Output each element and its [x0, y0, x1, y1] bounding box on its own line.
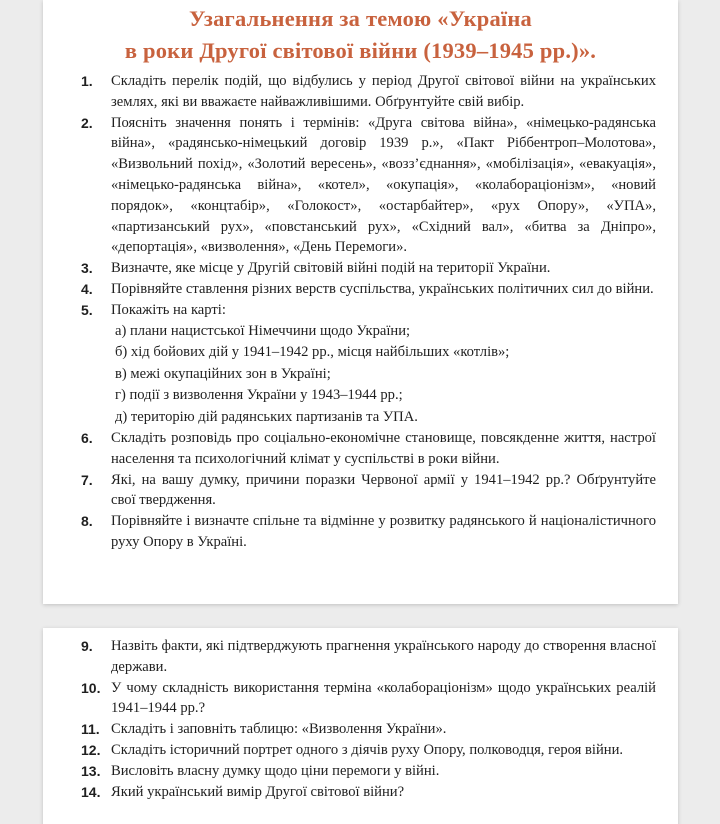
sub-item: в) межі окупаційних зон в Україні;: [115, 365, 331, 382]
question-number: 1.: [81, 73, 93, 89]
page-title: [43, 3, 678, 67]
question-text: Покажіть на карті:: [111, 301, 226, 318]
question-text: Висловіть власну думку щодо ціни перемоги у війні.: [111, 762, 440, 779]
question-text: Поясніть значення понять і термінів: «Друга світова війна», «німецько-радянська війна», «радянсько-німецький договір 1939 р.», «Пакт Ріббентроп–Молотова», «Визвольний похід», «Золотий вересень», «возз’єднання», «мобілізація», «евакуація», «німецько-радянська війна», «котел», «окупація», «колабораціонізм», «новий порядок», «концтабір», «Голокост», «остарбайтер», «рух Опору», «УПА», «партизанський рух», «повстанський рух», «Східний вал», «битва за Дніпро», «депортація», «визволення», «День Перемоги».: [111, 114, 656, 256]
question-item: [81, 71, 656, 113]
question-item: [81, 300, 656, 428]
question-list-continued: [81, 636, 656, 802]
sub-item: а) плани нацистської Німеччини щодо України;: [115, 322, 411, 339]
question-item: [81, 428, 656, 470]
question-text: У чому складність використання терміна «колабораціонізм» щодо українських реалій 1941–1944 рр.?: [111, 679, 656, 717]
question-item: [81, 636, 656, 678]
question-text: Назвіть факти, які підтверджують прагнення українського народу до створення власної держави.: [111, 638, 656, 675]
question-number: 10.: [81, 679, 101, 696]
question-item: [81, 782, 656, 803]
question-number: 3.: [81, 260, 93, 277]
sub-item: б) хід бойових дій у 1941–1942 рр., місця найбільших «котлів»;: [115, 344, 510, 361]
title-line-2: в роки Другої світової війни (1939–1945 рр.)».: [124, 38, 597, 63]
question-number: 14.: [81, 783, 101, 800]
question-text: Який український вимір Другої світової війни?: [111, 783, 405, 800]
question-text: Складіть розповідь про соціально-економічне становище, повсякденне життя, настрої населення та психологічний клімат у суспільстві в роки війни.: [111, 430, 656, 467]
question-number: 7.: [81, 471, 93, 488]
question-text: Визначте, яке місце у Другій світовій війні подій на території України.: [111, 260, 551, 277]
question-list: [81, 71, 656, 553]
question-number: 4.: [81, 280, 93, 297]
question-text: Складіть історичний портрет одного з діячів руху Опору, полководця, героя війни.: [111, 741, 624, 758]
question-text: Порівняйте ставлення різних верств суспільства, українських політичних сил до війни.: [111, 280, 654, 297]
question-number: 13.: [81, 762, 101, 779]
question-item: [81, 470, 656, 512]
question-item: [81, 740, 656, 761]
question-item: [81, 719, 656, 740]
question-text: Складіть і заповніть таблицю: «Визволення України».: [111, 721, 447, 738]
question-number: 11.: [81, 721, 100, 738]
question-number: 9.: [81, 638, 93, 654]
question-number: 12.: [81, 741, 101, 758]
page-2: [43, 628, 678, 824]
question-item: [81, 258, 656, 279]
question-number: 2.: [81, 114, 93, 131]
question-item: [81, 511, 656, 553]
question-text: Які, на вашу думку, причини поразки Червоної армії у 1941–1942 рр.? Обґрунтуйте свої твердження.: [111, 471, 656, 509]
sub-item: г) події з визволення України у 1943–1944 рр.;: [115, 387, 403, 404]
page-1: [43, 0, 678, 604]
sub-item: д) територію дій радянських партизанів та УПА.: [115, 408, 418, 425]
question-text: Складіть перелік подій, що відбулись у період Другої світової війни на українських землях, які ви вважаєте найважливішими. Обґрунтуйте свій вибір.: [111, 73, 656, 110]
question-item: [81, 279, 656, 300]
question-item: [81, 761, 656, 782]
title-line-1: Узагальнення за темою «Україна: [189, 6, 532, 31]
sub-item-list: [111, 321, 656, 429]
question-number: 8.: [81, 513, 93, 530]
question-number: 5.: [81, 301, 93, 318]
question-number: 6.: [81, 430, 93, 447]
question-text: Порівняйте і визначте спільне та відмінне у розвитку радянського й націоналістичного руху Опору в Україні.: [111, 513, 656, 551]
question-item: [81, 113, 656, 259]
question-item: [81, 678, 656, 720]
